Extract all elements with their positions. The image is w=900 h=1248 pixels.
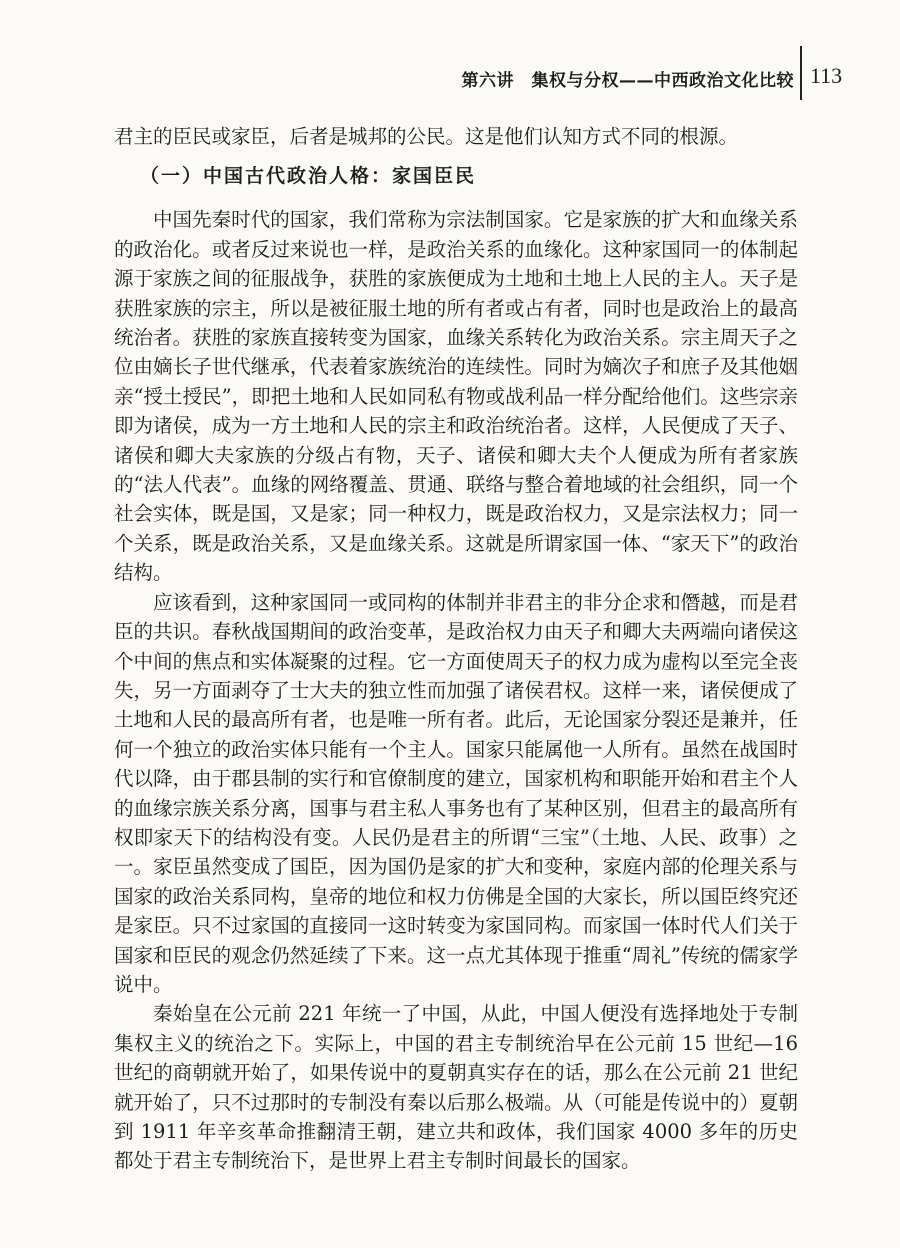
paragraph-1: 中国先秦时代的国家，我们常称为宗法制国家。它是家族的扩大和血缘关系的政治化。或者反过来说也一样，是政治关系的血缘化。这种家国同一的体制起源于家族之间的征服战争，获胜的家族便成为土地和土地上人民的主人。天子是获胜家族的宗主，所以是被征服土地的所有者或占有者，同时也是政治上的最高统治者。获胜的家族直接转变为国家，血缘关系转化为政治关系。宗主周天子之位由嫡长子世代继承，代表着家族统治的连续性。同时为嫡次子和庶子及其他姻亲“授土授民”，即把土地和人民如同私有物或战利品一样分配给他们。这些宗亲即为诸侯，成为一方土地和人民的宗主和政治统治者。这样，人民便成了天子、诸侯和卿大夫家族的分级占有物，天子、诸侯和卿大夫个人便成为所有者家族的“法人代表”。血缘的网络覆盖、贯通、联络与整合着地域的社会组织，同一个社会实体，既是国，又是家；同一种权力，既是政治权力，又是宗法权力；同一个关系，既是政治关系，又是血缘关系。这就是所谓家国一体、“家天下”的政治结构。 — [114, 208, 798, 585]
header-divider — [800, 46, 802, 100]
paragraph-3: 秦始皇在公元前 221 年统一了中国，从此，中国人便没有选择地处于专制集权主义的统治之下。实际上，中国的君主专制统治早在公元前 15 世纪—16 世纪的商朝就开始了，如果传说中的夏朝真实存在的话，那么在公元前 21 世纪就开始了，只不过那时的专制没有秦以后那么极端。从（可能是传说中的）夏朝到 1911 年辛亥革命推翻清王朝，建立共和政体，我们国家 4000 多年的历史都处于君主专制统治下，是世界上君主专制时间最长的国家。 — [114, 1002, 798, 1173]
body-text — [114, 122, 798, 1176]
page-number: 113 — [810, 63, 843, 88]
continued-paragraph: 君主的臣民或家臣，后者是城邦的公民。这是他们认知方式不同的根源。 — [114, 125, 739, 148]
section-heading: （一）中国古代政治人格：家国臣民 — [140, 165, 477, 188]
page-header — [0, 46, 900, 106]
running-head: 第六讲 集权与分权——中西政治文化比较 — [461, 71, 794, 91]
paragraph-2: 应该看到，这种家国同一或同构的体制并非君主的非分企求和僭越，而是君臣的共识。春秋战国期间的政治变革，是政治权力由天子和卿大夫两端向诸侯这个中间的焦点和实体凝聚的过程。它一方面使周天子的权力成为虚构以至完全丧失，另一方面剥夺了士大夫的独立性而加强了诸侯君权。这样一来，诸侯便成了土地和人民的最高所有者，也是唯一所有者。此后，无论国家分裂还是兼并，任何一个独立的政治实体只能有一个主人。国家只能属他一人所有。虽然在战国时代以降，由于郡县制的实行和官僚制度的建立，国家机构和职能开始和君主个人的血缘宗族关系分离，国事与君主私人事务也有了某种区别，但君主的最高所有权即家天下的结构没有变。人民仍是君主的所谓“三宝”（土地、人民、政事）之一。家臣虽然变成了国臣，因为国仍是家的扩大和变种，家庭内部的伦理关系与国家的政治关系同构，皇帝的地位和权力仿佛是全国的大家长，所以国臣终究还是家臣。只不过家国的直接同一这时转变为家国同构。而家国一体时代人们关于国家和臣民的观念仍然延续了下来。这一点尤其体现于推重“周礼”传统的儒家学说中。 — [114, 590, 798, 996]
